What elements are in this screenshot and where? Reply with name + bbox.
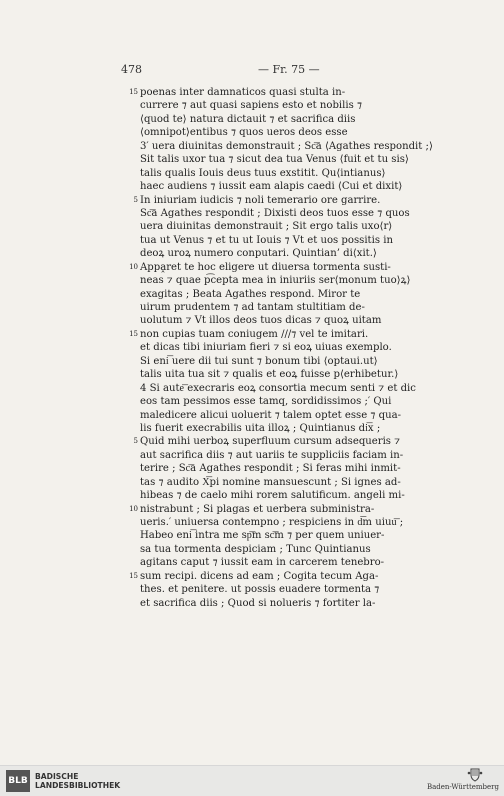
- text-line: [140, 207, 410, 220]
- text-line: [140, 583, 400, 596]
- line-text: terire ; Sc͞a Agathes respondit ; Si feras mihi inmit-: [140, 463, 401, 475]
- line-text: maledicere alicui uoluerit ⁊ talem optet esse ⁊ qua-: [140, 409, 402, 421]
- text-line: [140, 314, 400, 327]
- line-text: nistrabunt ; Si plagas et uerbera subministra-: [140, 503, 375, 515]
- text-block: [129, 86, 433, 610]
- text-line: [140, 301, 400, 314]
- library-name-line2: LANDESBIBLIOTHEK: [35, 781, 121, 790]
- text-line: [140, 153, 409, 166]
- line-text: hibeas ⁊ de caelo mihi rorem salutificum. angeli mi-: [140, 490, 405, 502]
- text-line: [140, 409, 400, 422]
- text-line: [140, 355, 400, 368]
- line-text: uera diuinitas demonstrauit ; Sit ergo talis uxo⟨r⟩: [140, 221, 393, 233]
- text-line: [140, 489, 405, 502]
- page-header: [121, 63, 384, 79]
- text-line: [140, 368, 400, 381]
- line-number: 15: [129, 329, 138, 338]
- text-line: [140, 341, 400, 354]
- line-text: uolutum ⁊ Vt illos deos tuos dicas ⁊ quoꝝ uitam: [140, 315, 382, 327]
- library-name-line1: BADISCHE: [35, 772, 79, 781]
- coat-of-arms-icon: [467, 768, 483, 782]
- line-text: uirum prudentem ⁊ ad tantam stultitiam de-: [140, 302, 365, 313]
- text-line: [140, 462, 400, 475]
- line-text: sa tua tormenta despiciam ; Tunc Quintianus: [140, 543, 371, 555]
- line-text: tas ⁊ audito X͞pi nomine mansuescunt ; Si ignes ad-: [140, 476, 401, 488]
- text-line: [129, 503, 400, 516]
- page-number: 478: [121, 63, 142, 76]
- text-line: [133, 194, 400, 207]
- text-line: [133, 435, 400, 448]
- text-line: [140, 113, 400, 126]
- line-text: Si eni͞ uere dii tui sunt ⁊ bonum tibi ⟨optaui.ut⟩: [140, 355, 378, 367]
- line-number: 5: [133, 195, 138, 204]
- text-line: [140, 220, 400, 233]
- line-text: currere ⁊ aut quasi sapiens esto et nobilis ⁊: [140, 100, 363, 112]
- text-line: [140, 449, 404, 462]
- line-text: Sit talis uxor tua ⁊ sicut dea tua Venus ⟨fuit et tu sis⟩: [140, 154, 409, 166]
- text-line: [140, 247, 400, 260]
- text-line: [140, 140, 433, 153]
- line-text: Quid mihi uerboꝝ superfluum cursum adsequeris ⁊: [140, 436, 400, 448]
- line-text: Sc͞a Agathes respondit ; Dixisti deos tuos esse ⁊ quos: [140, 207, 410, 219]
- line-number: 15: [129, 571, 138, 580]
- text-line: [129, 261, 400, 274]
- line-text: eos tam pessimos esse tamq, sordidissimos ;′ Qui: [140, 396, 392, 408]
- line-text: et sacrifica diis ; Quod si nolueris ⁊ fortiter la-: [140, 597, 376, 609]
- line-text: Habeo eni͞ intra me sp͞m sc͞m ⁊ per quem uniuer-: [140, 530, 385, 542]
- text-line: [129, 328, 400, 341]
- line-text: ⟨omnipot⟩entibus ⁊ quos ueros deos esse: [140, 127, 348, 139]
- line-text: poenas inter damnaticos quasi stulta in-: [140, 87, 346, 98]
- line-text: et dicas tibi iniuriam fieri ⁊ si eoꝝ uiuas exemplo.: [140, 342, 392, 354]
- line-text: sum recipi. dicens ad eam ; Cogita tecum Aga-: [140, 570, 379, 582]
- text-line: [140, 597, 400, 610]
- text-line: [140, 516, 404, 529]
- line-text: talis uita tua sit ⁊ qualis et eoꝝ fuisse p⟨erhibetur.⟩: [140, 369, 399, 381]
- text-line: [140, 422, 400, 435]
- text-line: [140, 234, 400, 247]
- line-text: exagitas ; Beata Agathes respond. Miror te: [140, 288, 361, 300]
- text-line: [129, 86, 400, 99]
- text-line: [140, 543, 400, 556]
- text-line: [129, 570, 400, 583]
- line-text: non cupias tuam coniugem ///⁊ vel te imitari.: [140, 328, 369, 340]
- line-text: tua ut Venus ⁊ et tu ut Iouis ⁊ Vt et uos possitis in: [140, 234, 393, 246]
- text-line: [140, 180, 403, 193]
- text-line: [140, 126, 400, 139]
- line-text: In iniuriam iudicis ⁊ noli temerario ore garrire.: [140, 194, 381, 206]
- region-label: Baden-Württemberg: [426, 783, 499, 791]
- text-line: [140, 99, 400, 112]
- line-number: 15: [129, 88, 138, 96]
- line-text: agitans caput ⁊ iussit eam in carcerem tenebro-: [140, 557, 385, 569]
- library-footer: [0, 765, 504, 796]
- line-text: aut sacrifica diis ⁊ aut uariis te suppliciis faciam in-: [140, 449, 404, 461]
- line-text: 3′ uera diuinitas demonstrauit ; Sc͞a ⟨Agathes respondit ;⟩: [140, 140, 433, 152]
- text-line: [140, 476, 400, 489]
- line-text: 4 Si aute͞ execraris eoꝝ consortia mecum senti ⁊ et dic: [140, 382, 416, 394]
- line-number: 10: [129, 504, 138, 513]
- line-text: neas ⁊ quae p͡cepta mea in iniuriis ser⟨monum tuo⟩ꝝ⟩: [140, 275, 411, 287]
- line-text: thes. et penitere. ut possis euadere tormenta ⁊: [140, 584, 380, 596]
- line-text: Appa̭ret te hoc eligere ut diuersa tormenta susti-: [140, 261, 391, 273]
- line-text: ⟨quod te⟩ natura dictauit ⁊ et sacrifica diis: [140, 113, 356, 125]
- line-number: 5: [133, 437, 138, 446]
- line-text: ueris.′ uniuersa contempno ; respiciens in d͞m uiuu͞ ;: [140, 517, 404, 528]
- text-line: [140, 382, 416, 395]
- text-line: [140, 288, 400, 301]
- text-line: [140, 395, 400, 408]
- line-number: 10: [129, 262, 138, 271]
- text-line: [140, 529, 400, 542]
- text-line: [140, 556, 400, 569]
- blb-logo: BLB: [6, 770, 30, 792]
- line-text: deoꝝ uroꝝ numero conputari. Quintian’ di⟨xit.⟩: [140, 248, 377, 260]
- fragment-label: — Fr. 75 —: [258, 63, 320, 76]
- text-line: [140, 274, 411, 287]
- line-text: lis fuerit execrabilis uita illoꝝ ; Quintianus di͞x ;: [140, 422, 381, 434]
- text-line: [140, 167, 400, 180]
- line-text: talis qualis Iouis deus tuus exstitit. Qu⟨intianus⟩: [140, 167, 386, 179]
- line-text: haec audiens ⁊ iussit eam alapis caedi ⟨Cui et dixit⟩: [140, 181, 403, 193]
- library-name: [35, 772, 120, 790]
